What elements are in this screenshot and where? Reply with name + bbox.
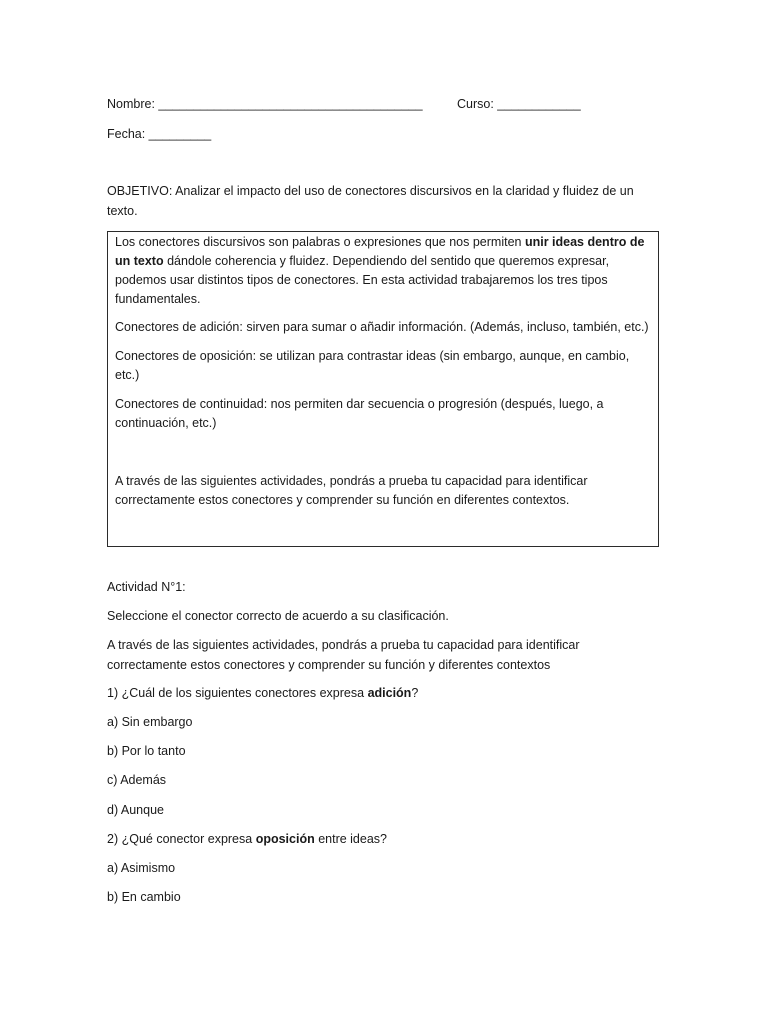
q2-suffix: entre ideas? bbox=[314, 832, 387, 846]
objetivo-text: OBJETIVO: Analizar el impacto del uso de conectores discursivos en la claridad y fluidez de un texto. bbox=[107, 184, 634, 218]
q2-option-b[interactable]: b) En cambio bbox=[107, 890, 181, 904]
q1-option-d[interactable]: d) Aunque bbox=[107, 803, 164, 817]
q1-prefix: 1) ¿Cuál de los siguientes conectores expresa bbox=[107, 686, 368, 700]
q1-suffix: ? bbox=[411, 686, 419, 700]
question-2 bbox=[107, 830, 387, 849]
intro-paragraph bbox=[115, 233, 653, 309]
q1-keyword: adición bbox=[367, 686, 412, 700]
intro-bold: unir ideas dentro de un texto bbox=[115, 235, 645, 268]
continuidad-paragraph: Conectores de continuidad: nos permiten dar secuencia o progresión (después, luego, a continuación, etc.) bbox=[115, 397, 604, 430]
q2-keyword: oposición bbox=[255, 832, 315, 846]
activity-description: A través de las siguientes actividades, pondrás a prueba tu capacidad para identificar correctamente estos conectores y comprender su función y diferentes contextos bbox=[107, 638, 580, 672]
adicion-paragraph: Conectores de adición: sirven para sumar o añadir información. (Además, incluso, también, etc.) bbox=[115, 320, 649, 334]
curso-field[interactable]: Curso: ____________ bbox=[457, 97, 581, 111]
oposicion-paragraph: Conectores de oposición: se utilizan para contrastar ideas (sin embargo, aunque, en cambio, etc.) bbox=[115, 349, 630, 382]
info-box bbox=[107, 231, 659, 547]
intro-text-1: Los conectores discursivos son palabras o expresiones que nos permiten bbox=[115, 235, 525, 249]
fecha-field[interactable]: Fecha: _________ bbox=[107, 127, 212, 141]
q2-prefix: 2) ¿Qué conector expresa bbox=[107, 832, 256, 846]
activity-instruction: Seleccione el conector correcto de acuerdo a su clasificación. bbox=[107, 609, 449, 623]
q1-option-a[interactable]: a) Sin embargo bbox=[107, 715, 193, 729]
q2-option-a[interactable]: a) Asimismo bbox=[107, 861, 176, 875]
closing-paragraph: A través de las siguientes actividades, pondrás a prueba tu capacidad para identificar correctamente estos conectores y comprender su función en diferentes contextos. bbox=[115, 474, 588, 507]
activity-title: Actividad N°1: bbox=[107, 580, 186, 594]
question-1 bbox=[107, 684, 418, 703]
nombre-field[interactable]: Nombre: ______________________________________ bbox=[107, 97, 423, 111]
q1-option-b[interactable]: b) Por lo tanto bbox=[107, 744, 186, 758]
q1-option-c[interactable]: c) Además bbox=[107, 773, 167, 787]
intro-text-2: dándole coherencia y fluidez. Dependiendo del sentido que queremos expresar, podemos usar distintos tipos de conectores. En esta actividad trabajaremos los tres tipos fundamentales. bbox=[115, 254, 610, 306]
